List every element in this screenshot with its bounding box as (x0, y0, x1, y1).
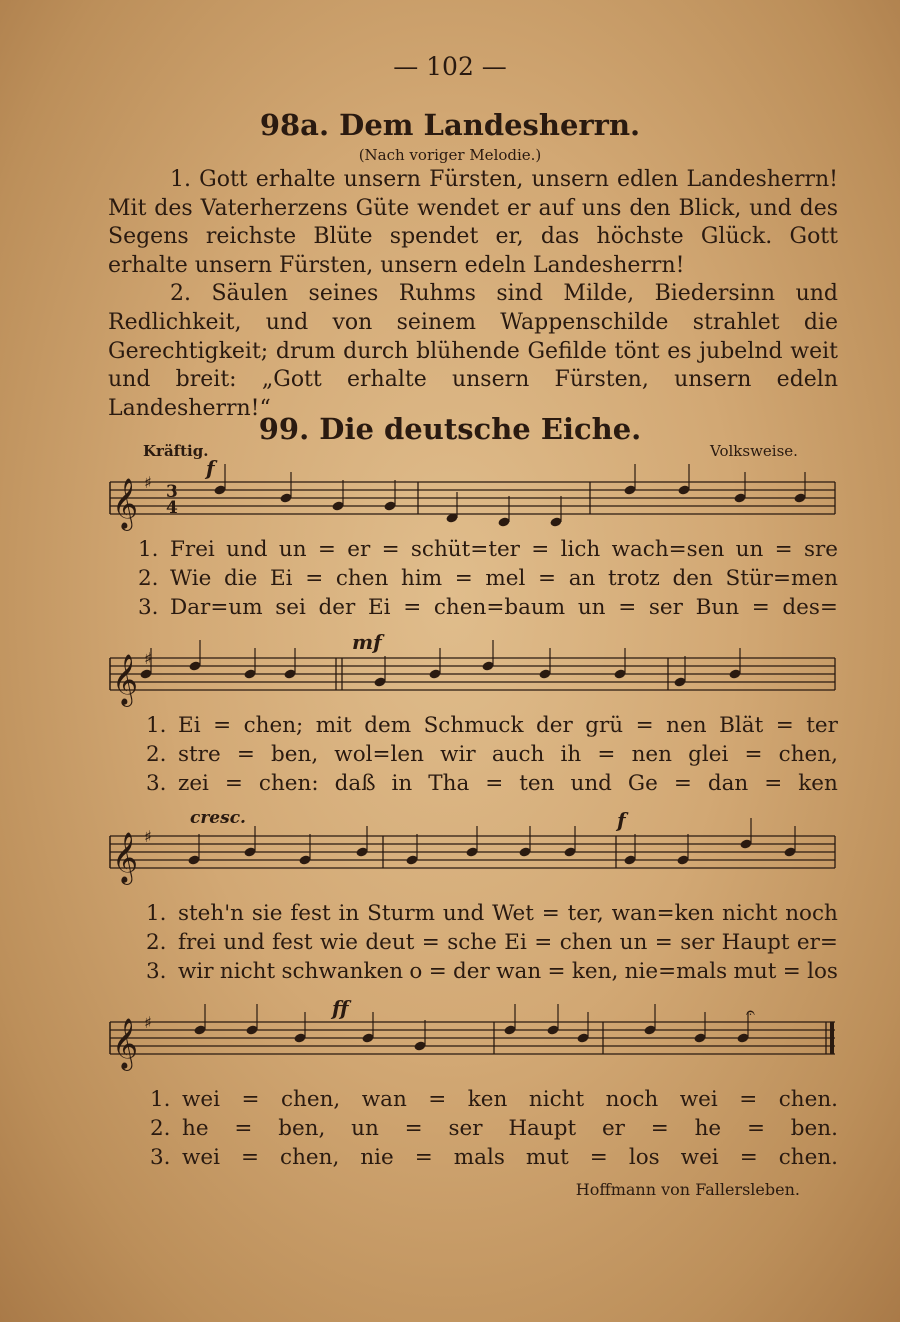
lyric-syllable: in (391, 771, 413, 796)
verse-number: 1. (150, 1087, 171, 1112)
lyric-syllable: steh'n (178, 901, 245, 926)
lyric-syllable: ser (680, 930, 715, 955)
lyric-syllable: = (635, 713, 654, 738)
tempo-marking: Kräftig. (143, 442, 209, 460)
lyric-syllable: dem (364, 713, 412, 738)
lyric-syllable: ken, (571, 959, 619, 984)
lyric-syllable: ken (798, 771, 838, 796)
treble-clef-icon: 𝄞 (112, 1018, 139, 1069)
lyric-syllable: = (241, 1145, 260, 1170)
lyric-syllable: nie=mals (624, 959, 728, 984)
lyric-syllable: los (807, 959, 838, 984)
lyric-syllable: auch (491, 742, 545, 767)
lyric-syllable: los (628, 1145, 660, 1170)
lyric-syllable: un (735, 537, 764, 562)
lyric-syllable: Ge (627, 771, 658, 796)
lyric-syllable: = (541, 901, 560, 926)
lyric-syllable: = (775, 713, 794, 738)
lyric-syllable: = (650, 1116, 669, 1141)
lyric-syllable: Bun (695, 595, 740, 620)
lyric-syllable: Ei (178, 713, 201, 738)
lyric-syllable: an (568, 566, 596, 591)
lyric-syllable: sche (447, 930, 497, 955)
lyric-syllable: mut (733, 959, 777, 984)
key-sharp-icon: ♯ (144, 827, 152, 846)
lyric-syllable: chen (559, 930, 613, 955)
lyric-syllable: chen. (778, 1145, 838, 1170)
lyric-syllable: = (224, 771, 243, 796)
lyric-line (170, 537, 838, 562)
lyric-syllable: wei (679, 1087, 718, 1112)
lyric-syllable: wan=ken (611, 901, 715, 926)
lyric-syllable: Haupt (508, 1116, 577, 1141)
lyric-syllable: he (182, 1116, 209, 1141)
key-sharp-icon: ♯ (144, 473, 152, 492)
lyric-syllable: ken (467, 1087, 508, 1112)
lyric-syllable: und (223, 930, 265, 955)
lyric-syllable: = (547, 959, 566, 984)
page-number: — 102 — (393, 52, 507, 81)
lyric-syllable: = (746, 1116, 765, 1141)
time-signature-top: 3 (166, 482, 178, 502)
lyric-syllable: in (338, 901, 360, 926)
dynamic-forte-2: f (617, 808, 626, 832)
lyric-syllable: = (403, 595, 422, 620)
lyric-syllable: nicht (722, 901, 778, 926)
lyric-syllable: = (654, 930, 673, 955)
lyric-syllable: chen (335, 566, 389, 591)
lyric-syllable: dan (707, 771, 749, 796)
lyric-syllable: = (531, 537, 550, 562)
music-staff-4 (100, 1000, 845, 1080)
verse-number: 3. (146, 959, 167, 984)
lyric-syllable: ih (560, 742, 582, 767)
lyric-syllable: = (751, 595, 770, 620)
lyric-syllable: der (536, 713, 573, 738)
lyric-syllable: zei (178, 771, 209, 796)
lyric-syllable: grü (585, 713, 624, 738)
verse-number: 2. (146, 742, 167, 767)
lyric-syllable: Schmuck (423, 713, 524, 738)
lyric-syllable: = (774, 537, 793, 562)
lyric-syllable: stre (178, 742, 221, 767)
lyric-syllable: = (589, 1145, 608, 1170)
lyric-syllable: ter (806, 713, 838, 738)
lyric-syllable: = (234, 1116, 253, 1141)
lyric-syllable: = (485, 771, 504, 796)
lyric-syllable: schwanken (281, 959, 404, 984)
lyric-syllable: = (538, 566, 557, 591)
verse-number: 3. (150, 1145, 171, 1170)
lyric-syllable: = (213, 713, 232, 738)
hymn-98a-title: 98a. Dem Landesherrn. (259, 108, 641, 142)
lyric-syllable: ben. (790, 1116, 838, 1141)
lyric-line (170, 566, 838, 591)
melody-source: Volksweise. (710, 442, 798, 460)
verse-number: 1. (138, 537, 159, 562)
lyric-syllable: wie (319, 930, 358, 955)
lyric-syllable: wol=len (334, 742, 424, 767)
lyric-syllable: er= (796, 930, 838, 955)
lyric-syllable: Ei (269, 566, 293, 591)
lyric-syllable: = (428, 1087, 447, 1112)
key-sharp-icon: ♯ (144, 649, 152, 668)
lyric-syllable: des= (782, 595, 838, 620)
author-credit: Hoffmann von Fallersleben. (575, 1180, 800, 1199)
lyric-syllable: Ei (367, 595, 391, 620)
lyric-syllable: = (404, 1116, 423, 1141)
lyric-syllable: der (318, 595, 356, 620)
lyric-syllable: = (317, 537, 336, 562)
lyric-syllable: = (764, 771, 783, 796)
lyric-syllable: chen, (280, 1087, 341, 1112)
lyric-syllable: mut (525, 1145, 569, 1170)
verse-number: 2. (138, 566, 159, 591)
lyric-syllable: chen, (778, 742, 838, 767)
lyric-syllable: chen=baum (433, 595, 566, 620)
lyric-syllable: him (400, 566, 443, 591)
hymn-98a-note: (Nach voriger Melodie.) (358, 146, 542, 164)
music-staff-3 (100, 814, 845, 894)
lyric-syllable: ben, (278, 1116, 326, 1141)
lyric-line (178, 742, 838, 767)
lyric-syllable: fest (272, 930, 313, 955)
lyric-syllable: = (236, 742, 255, 767)
lyric-syllable: = (618, 595, 637, 620)
verse-1: 1. Gott erhalte unsern Fürsten, unsern edlen Landesherrn! Mit des Vaterherzens Güte wendet er auf uns den Blick, und des Segens reichste Blüte spendet er, das höchste Glück. Gott erhalte unsern Fürsten, unsern edeln Landesherrn! (108, 167, 838, 278)
lyric-syllable: un (278, 537, 307, 562)
lyric-syllable: chen; (243, 713, 304, 738)
lyric-syllable: = (454, 566, 473, 591)
lyric-syllable: Sturm (367, 901, 436, 926)
verse-number: 1. (146, 901, 167, 926)
lyric-line (178, 901, 838, 926)
lyric-line (178, 771, 838, 796)
dynamic-mezzoforte: mf (352, 630, 382, 654)
lyric-syllable: = (673, 771, 692, 796)
lyric-syllable: und (226, 537, 268, 562)
lyric-syllable: noch (605, 1087, 659, 1112)
lyric-syllable: = (782, 959, 801, 984)
key-sharp-icon: ♯ (144, 1013, 152, 1032)
lyric-syllable: Wet (492, 901, 534, 926)
lyric-syllable: ten (519, 771, 555, 796)
lyric-syllable: = (739, 1145, 758, 1170)
lyric-syllable: daß (334, 771, 376, 796)
lyric-syllable: chen, (280, 1145, 340, 1170)
hymn-98a-verses (108, 166, 838, 423)
treble-clef-icon: 𝄞 (112, 832, 139, 883)
lyric-syllable: wei (182, 1087, 221, 1112)
lyric-syllable: der (453, 959, 490, 984)
lyric-syllable: Frei (170, 537, 215, 562)
lyric-syllable: lich (560, 537, 601, 562)
lyric-syllable: ben, (270, 742, 319, 767)
lyric-syllable: wan (496, 959, 542, 984)
treble-clef-icon: 𝄞 (112, 478, 139, 529)
lyric-syllable: o (409, 959, 423, 984)
lyric-syllable: und (570, 771, 612, 796)
verse-number: 3. (146, 771, 167, 796)
lyric-syllable: = (305, 566, 324, 591)
lyric-syllable: Stür=men (725, 566, 838, 591)
lyric-syllable: chen: (258, 771, 319, 796)
lyric-syllable: mals (453, 1145, 505, 1170)
lyric-syllable: ser (648, 595, 683, 620)
dynamic-crescendo: cresc. (190, 808, 246, 828)
lyric-syllable: ser (448, 1116, 483, 1141)
lyric-syllable: = (739, 1087, 758, 1112)
lyric-syllable: und (442, 901, 485, 926)
lyric-syllable: mel (485, 566, 526, 591)
verse-number: 2. (150, 1116, 171, 1141)
verse-number: 2. (146, 930, 167, 955)
lyric-syllable: frei (178, 930, 216, 955)
lyric-syllable: nen (666, 713, 707, 738)
lyric-line (178, 959, 838, 984)
verse-2: 2. Säulen seines Ruhms sind Milde, Biedersinn und Redlichkeit, und von seinem Wappenschilde strahlet die Gerechtigkeit; drum durch blühende Gefilde tönt es jubelnd weit und breit: „Gott erhalte unsern Fürsten, unsern edeln Landesherrn!“ (108, 281, 838, 421)
lyric-syllable: nicht (219, 959, 276, 984)
lyric-syllable: nen (631, 742, 672, 767)
lyric-syllable: die (223, 566, 258, 591)
lyric-syllable: wir (440, 742, 476, 767)
lyric-syllable: trotz (608, 566, 660, 591)
lyric-syllable: sre (803, 537, 838, 562)
lyric-syllable: = (597, 742, 616, 767)
lyric-line (170, 595, 838, 620)
music-staff-2 (100, 636, 845, 716)
lyric-syllable: he (694, 1116, 722, 1141)
lyric-syllable: deut (365, 930, 415, 955)
dynamic-forte: f (206, 456, 215, 480)
lyric-syllable: sie (251, 901, 283, 926)
lyric-syllable: noch (785, 901, 838, 926)
lyric-syllable: ter, (567, 901, 604, 926)
lyric-line (182, 1145, 838, 1170)
lyric-syllable: er (601, 1116, 625, 1141)
lyric-syllable: = (381, 537, 400, 562)
lyric-line (182, 1116, 838, 1141)
lyric-syllable: nie (360, 1145, 394, 1170)
lyric-syllable: = (428, 959, 447, 984)
verse-number: 3. (138, 595, 159, 620)
lyric-syllable: wan (361, 1087, 407, 1112)
music-staff-1 (100, 460, 845, 540)
lyric-syllable: = (421, 930, 440, 955)
lyric-syllable: Wie (170, 566, 212, 591)
lyric-line (178, 713, 838, 738)
song-99-title: 99. Die deutsche Eiche. (258, 412, 642, 446)
lyric-syllable: = (534, 930, 553, 955)
lyric-line (182, 1087, 838, 1112)
lyric-syllable: chen. (778, 1087, 838, 1112)
lyric-syllable: fest (290, 901, 331, 926)
lyric-syllable: un (577, 595, 606, 620)
lyric-syllable: Haupt (721, 930, 790, 955)
lyric-syllable: un (619, 930, 648, 955)
lyric-syllable: = (744, 742, 763, 767)
lyric-syllable: Tha (428, 771, 470, 796)
lyric-syllable: glei (688, 742, 729, 767)
lyric-syllable: Dar=um (170, 595, 263, 620)
time-signature-bottom: 4 (166, 498, 178, 518)
lyric-syllable: un (351, 1116, 379, 1141)
lyric-syllable: wir (178, 959, 214, 984)
lyric-syllable: wei (680, 1145, 719, 1170)
treble-clef-icon: 𝄞 (112, 654, 139, 705)
lyric-syllable: er (347, 537, 371, 562)
lyric-syllable: = (241, 1087, 260, 1112)
lyric-line (178, 930, 838, 955)
lyric-syllable: sei (275, 595, 306, 620)
fermata-icon: 𝄐 (746, 1003, 755, 1022)
lyric-syllable: mit (315, 713, 352, 738)
lyric-syllable: = (414, 1145, 433, 1170)
lyric-syllable: den (672, 566, 713, 591)
dynamic-fortissimo: ff (332, 996, 349, 1020)
lyric-syllable: Ei (504, 930, 527, 955)
lyric-syllable: Blät (719, 713, 764, 738)
verse-number: 1. (146, 713, 167, 738)
lyric-syllable: nicht (528, 1087, 585, 1112)
lyric-syllable: wei (182, 1145, 221, 1170)
lyric-syllable: wach=sen (611, 537, 725, 562)
lyric-syllable: schüt=ter (410, 537, 520, 562)
